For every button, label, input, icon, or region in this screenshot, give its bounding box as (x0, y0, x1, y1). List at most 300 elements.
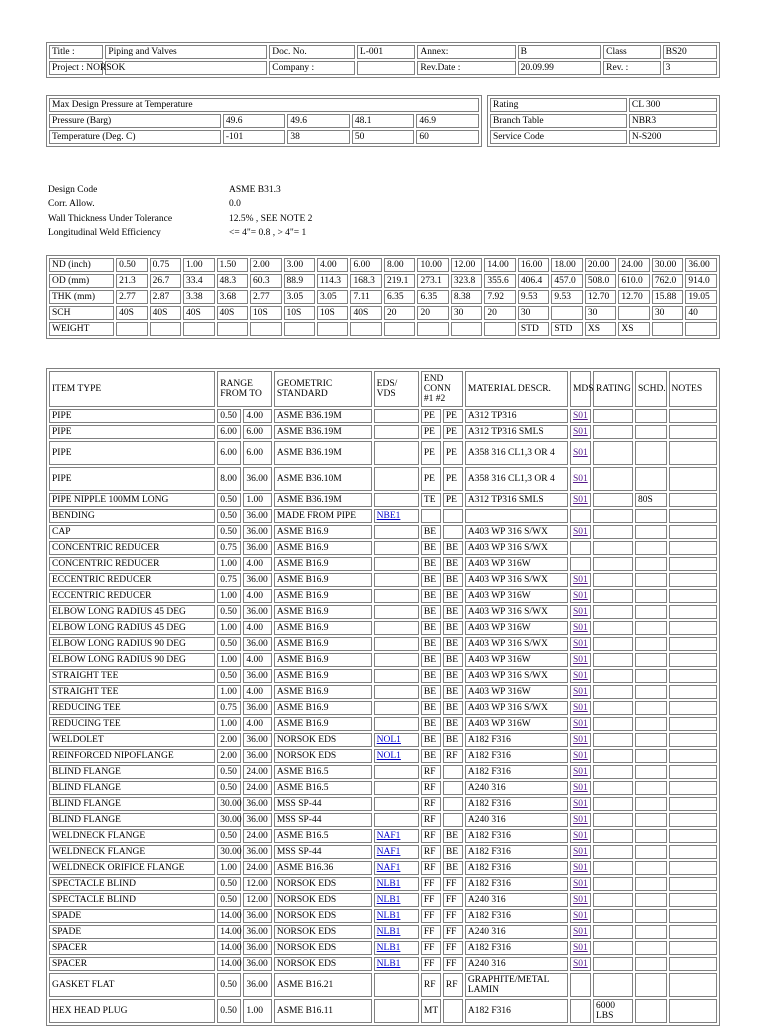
mds-link[interactable]: S01 (572, 494, 588, 505)
mds-link[interactable]: S01 (572, 670, 588, 681)
header-cell (105, 61, 267, 75)
end-conn-1: PE (421, 425, 441, 439)
mds-link[interactable]: S01 (572, 862, 588, 873)
mds-cell (570, 669, 591, 683)
rating (593, 781, 633, 795)
item-type: WELDNECK ORIFICE FLANGE (49, 861, 215, 875)
mds-link[interactable]: S01 (572, 574, 588, 585)
range-from: 0.50 (217, 877, 241, 891)
size-cell (250, 322, 281, 336)
schd (635, 621, 667, 635)
mds-link[interactable]: S01 (572, 447, 588, 458)
table-row (49, 893, 717, 907)
mds-link[interactable]: S01 (572, 606, 588, 617)
size-cell: 12.70 (618, 290, 649, 304)
mds (570, 557, 591, 571)
mds-cell (570, 493, 591, 507)
geometric-standard: ASME B36.19M (274, 493, 372, 507)
notes (669, 621, 717, 635)
range-to: 1.00 (243, 999, 271, 1023)
size-cell: 12.00 (451, 258, 482, 272)
size-cell: XS (585, 322, 616, 336)
notes (669, 781, 717, 795)
mds-link[interactable]: S01 (572, 910, 588, 921)
design-info-value: ASME B31.3 (229, 185, 281, 195)
size-cell (551, 306, 582, 320)
rating-table (487, 95, 720, 147)
rating-cell: Branch Table (490, 114, 627, 128)
range-from: 0.50 (217, 999, 241, 1023)
pressure-row (49, 130, 479, 144)
size-cell: 762.0 (652, 274, 683, 288)
geometric-standard: ASME B16.9 (274, 637, 372, 651)
size-cell (284, 322, 315, 336)
eds-vds-link[interactable]: NOL1 (376, 750, 401, 761)
mds-link[interactable]: S01 (572, 686, 588, 697)
end-conn-1: BE (421, 605, 441, 619)
size-cell: 40S (116, 306, 147, 320)
range-from: 1.00 (217, 557, 241, 571)
schd (635, 733, 667, 747)
schd (635, 637, 667, 651)
range-to: 4.00 (243, 589, 271, 603)
table-row (49, 493, 717, 507)
rating-row (490, 98, 717, 112)
design-info-label: Corr. Allow. (48, 199, 95, 210)
range-to: 36.00 (243, 605, 271, 619)
range-from: 30.00 (217, 845, 241, 859)
schd (635, 797, 667, 811)
pressure-row (49, 114, 479, 128)
table-row (49, 573, 717, 587)
table-row (49, 941, 717, 955)
range-to: 36.00 (243, 509, 271, 523)
mds-link[interactable]: S01 (572, 410, 588, 421)
col-header-eds-vds: EDS/ VDS (374, 371, 419, 407)
end-conn-2: RF (443, 973, 463, 997)
schd (635, 781, 667, 795)
document-header-table (46, 42, 720, 78)
size-row-label: SCH (49, 306, 114, 320)
table-row (49, 925, 717, 939)
range-from: 0.75 (217, 701, 241, 715)
schd (635, 749, 667, 763)
end-conn-2: RF (443, 749, 463, 763)
end-conn-2: PE (443, 409, 463, 423)
geometric-standard: NORSOK EDS (274, 877, 372, 891)
design-info-row (48, 183, 312, 197)
item-type: BLIND FLANGE (49, 813, 215, 827)
end-conn-1: FF (421, 909, 441, 923)
notes (669, 999, 717, 1023)
material: A403 WP 316 S/WX (465, 669, 568, 683)
mds-link[interactable]: S01 (572, 654, 588, 665)
range-from: 6.00 (217, 425, 241, 439)
rating (593, 669, 633, 683)
end-conn-2: FF (443, 877, 463, 891)
end-conn-1: BE (421, 653, 441, 667)
range-to: 4.00 (243, 685, 271, 699)
range-to: 36.00 (243, 733, 271, 747)
end-conn-1: BE (421, 621, 441, 635)
size-cell: 10S (250, 306, 281, 320)
eds-vds-link[interactable]: NLB1 (376, 910, 401, 921)
schd (635, 845, 667, 859)
item-type: SPADE (49, 909, 215, 923)
mds-link[interactable]: S01 (572, 798, 588, 809)
notes (669, 493, 717, 507)
eds-vds (374, 605, 419, 619)
mds-link[interactable]: S01 (572, 526, 588, 537)
size-cell: 355.6 (484, 274, 515, 288)
rating (593, 493, 633, 507)
notes (669, 877, 717, 891)
notes (669, 441, 717, 465)
size-cell: 1.00 (183, 258, 214, 272)
size-cell: 30 (652, 306, 683, 320)
schd (635, 605, 667, 619)
material: A182 F316 (465, 765, 568, 779)
header-row (49, 61, 717, 75)
range-from: 0.75 (217, 541, 241, 555)
size-cell (183, 322, 214, 336)
schd (635, 861, 667, 875)
header-cell: Doc. No. (269, 45, 355, 59)
rating (593, 467, 633, 491)
size-row (49, 306, 717, 320)
end-conn-1: RF (421, 781, 441, 795)
table-row (49, 425, 717, 439)
mds-link[interactable]: S01 (572, 638, 588, 649)
rating (593, 925, 633, 939)
eds-vds (374, 701, 419, 715)
notes (669, 941, 717, 955)
material: A182 F316 (465, 909, 568, 923)
range-from: 0.75 (217, 573, 241, 587)
rating (593, 733, 633, 747)
item-type: ELBOW LONG RADIUS 90 DEG (49, 653, 215, 667)
eds-vds-link[interactable]: NBE1 (376, 510, 401, 521)
item-type: SPACER (49, 957, 215, 971)
rating (593, 573, 633, 587)
size-cell: 18.00 (551, 258, 582, 272)
range-from: 1.00 (217, 621, 241, 635)
eds-vds-link[interactable]: NAF1 (376, 846, 401, 857)
mds-link[interactable]: S01 (572, 846, 588, 857)
table-row (49, 909, 717, 923)
rating (593, 589, 633, 603)
mds-link[interactable]: S01 (572, 473, 588, 484)
mds-link[interactable]: S01 (572, 894, 588, 905)
eds-vds-cell (374, 909, 419, 923)
mds-link[interactable]: S01 (572, 590, 588, 601)
size-cell: 10.00 (417, 258, 448, 272)
mds-cell (570, 781, 591, 795)
eds-vds-cell (374, 733, 419, 747)
eds-vds-link[interactable]: NLB1 (376, 894, 401, 905)
size-cell: 3.38 (183, 290, 214, 304)
mds-link[interactable]: S01 (572, 622, 588, 633)
mds-cell (570, 701, 591, 715)
size-cell (116, 322, 147, 336)
material: A182 F316 (465, 797, 568, 811)
mds-link[interactable]: S01 (572, 702, 588, 713)
material: A182 F316 (465, 861, 568, 875)
material: A182 F316 (465, 749, 568, 763)
table-row (49, 669, 717, 683)
rating (593, 893, 633, 907)
range-from: 0.50 (217, 509, 241, 523)
rating (593, 557, 633, 571)
size-cell: 26.7 (150, 274, 181, 288)
mds-cell (570, 467, 591, 491)
notes (669, 573, 717, 587)
mds-link[interactable]: S01 (572, 718, 588, 729)
mds-link[interactable]: S01 (572, 926, 588, 937)
geometric-standard: ASME B16.9 (274, 605, 372, 619)
size-cell: 6.35 (417, 290, 448, 304)
notes (669, 467, 717, 491)
table-row (49, 541, 717, 555)
end-conn-1: RF (421, 765, 441, 779)
notes (669, 973, 717, 997)
pressure-cell: -101 (223, 130, 286, 144)
size-cell: 6.35 (384, 290, 415, 304)
end-conn-2: BE (443, 605, 463, 619)
size-cell: 40S (150, 306, 181, 320)
eds-vds-link[interactable]: NAF1 (376, 830, 401, 841)
end-conn-2: FF (443, 957, 463, 971)
mds-cell (570, 717, 591, 731)
material: A182 F316 (465, 829, 568, 843)
size-cell: 40S (183, 306, 214, 320)
table-row (49, 509, 717, 523)
material: A403 WP 316 S/WX (465, 701, 568, 715)
eds-vds-link[interactable]: NLB1 (376, 878, 401, 889)
size-cell: 10S (284, 306, 315, 320)
col-header-geometric-standard: GEOMETRIC STANDARD (274, 371, 372, 407)
mds-cell (570, 425, 591, 439)
range-from: 1.00 (217, 589, 241, 603)
size-cell: 12.70 (585, 290, 616, 304)
end-conn-1: BE (421, 573, 441, 587)
mds-cell (570, 941, 591, 955)
material: A403 WP 316W (465, 557, 568, 571)
geometric-standard: NORSOK EDS (274, 925, 372, 939)
schd (635, 409, 667, 423)
size-cell: 19.05 (685, 290, 717, 304)
mds-link[interactable]: S01 (572, 766, 588, 777)
notes (669, 653, 717, 667)
geometric-standard: MSS SP-44 (274, 813, 372, 827)
schd (635, 467, 667, 491)
end-conn-2: PE (443, 467, 463, 491)
item-type: BENDING (49, 509, 215, 523)
rating (593, 441, 633, 465)
range-from: 0.50 (217, 973, 241, 997)
eds-vds-link[interactable]: NLB1 (376, 942, 401, 953)
item-type: BLIND FLANGE (49, 781, 215, 795)
item-type: SPECTACLE BLIND (49, 893, 215, 907)
size-row (49, 274, 717, 288)
material: A403 WP 316 S/WX (465, 605, 568, 619)
end-conn-2: PE (443, 441, 463, 465)
end-conn-2: BE (443, 573, 463, 587)
end-conn-2 (443, 797, 463, 811)
design-info-row (48, 226, 312, 240)
geometric-standard: NORSOK EDS (274, 909, 372, 923)
notes (669, 893, 717, 907)
end-conn-2: FF (443, 941, 463, 955)
geometric-standard: ASME B16.11 (274, 999, 372, 1023)
end-conn-1: RF (421, 861, 441, 875)
material: A182 F316 (465, 845, 568, 859)
size-cell: 457.0 (551, 274, 582, 288)
schd (635, 829, 667, 843)
schd (635, 941, 667, 955)
material: A240 316 (465, 813, 568, 827)
item-type: ELBOW LONG RADIUS 90 DEG (49, 637, 215, 651)
item-type: SPACER (49, 941, 215, 955)
range-to: 6.00 (243, 441, 271, 465)
size-cell: 1.50 (217, 258, 248, 272)
range-to: 4.00 (243, 621, 271, 635)
pressure-cell: Temperature (Deg. C) (49, 130, 221, 144)
eds-vds (374, 781, 419, 795)
mds (570, 973, 591, 997)
mds-link[interactable]: S01 (572, 942, 588, 953)
end-conn-1: PE (421, 409, 441, 423)
size-cell (417, 322, 448, 336)
end-conn-1: PE (421, 441, 441, 465)
mds-cell (570, 685, 591, 699)
table-row (49, 845, 717, 859)
geometric-standard: ASME B36.19M (274, 441, 372, 465)
design-info-value: <= 4"= 0.8 , > 4"= 1 (229, 227, 307, 238)
pressure-cell: 60 (416, 130, 479, 144)
end-conn-2: FF (443, 925, 463, 939)
rating-cell: Service Code (490, 130, 627, 144)
rating (593, 749, 633, 763)
table-row (49, 653, 717, 667)
header-cell: 20.09.99 (518, 61, 602, 75)
table-row (49, 621, 717, 635)
eds-vds (374, 637, 419, 651)
item-type: BLIND FLANGE (49, 797, 215, 811)
schd (635, 813, 667, 827)
eds-vds-link[interactable]: NLB1 (376, 958, 401, 969)
item-type: PIPE NIPPLE 100MM LONG (49, 493, 215, 507)
geometric-standard: ASME B36.19M (274, 409, 372, 423)
header-cell: Rev.Date : (417, 61, 515, 75)
table-row (49, 813, 717, 827)
eds-vds (374, 621, 419, 635)
material: A240 316 (465, 893, 568, 907)
material: A182 F316 (465, 941, 568, 955)
eds-vds-link[interactable]: NOL1 (376, 734, 401, 745)
size-cell: 40S (217, 306, 248, 320)
mds-link[interactable]: S01 (572, 830, 588, 841)
size-cell: 8.00 (384, 258, 415, 272)
design-info-row (48, 212, 312, 226)
material: A182 F316 (465, 733, 568, 747)
table-row (49, 637, 717, 651)
size-row (49, 290, 717, 304)
range-to: 36.00 (243, 637, 271, 651)
mds-link[interactable]: S01 (572, 958, 588, 969)
size-cell: 40S (350, 306, 381, 320)
pipe-size-table (46, 255, 720, 339)
mds-link[interactable]: S01 (572, 426, 588, 437)
range-to: 36.00 (243, 813, 271, 827)
table-row (49, 749, 717, 763)
eds-vds-link[interactable]: NAF1 (376, 862, 401, 873)
size-cell: 33.4 (183, 274, 214, 288)
geometric-standard: NORSOK EDS (274, 941, 372, 955)
mds-cell (570, 765, 591, 779)
material (465, 509, 568, 523)
mds (570, 541, 591, 555)
range-to: 24.00 (243, 781, 271, 795)
mds-link[interactable]: S01 (572, 750, 588, 761)
range-to: 36.00 (243, 573, 271, 587)
item-type: REDUCING TEE (49, 717, 215, 731)
geometric-standard: ASME B16.9 (274, 573, 372, 587)
range-from: 0.50 (217, 409, 241, 423)
mds-link[interactable]: S01 (572, 814, 588, 825)
size-cell (618, 306, 649, 320)
rating (593, 717, 633, 731)
header-cell: B (518, 45, 602, 59)
material: A240 316 (465, 781, 568, 795)
mds-link[interactable]: S01 (572, 878, 588, 889)
mds-cell (570, 733, 591, 747)
schd (635, 765, 667, 779)
header-cell: Title : (49, 45, 103, 59)
range-from: 0.50 (217, 669, 241, 683)
schd (635, 909, 667, 923)
size-row (49, 258, 717, 272)
size-cell: 20 (484, 306, 515, 320)
rating (593, 845, 633, 859)
item-type: CAP (49, 525, 215, 539)
end-conn-2: BE (443, 701, 463, 715)
size-row-label: THK (mm) (49, 290, 114, 304)
eds-vds-link[interactable]: NLB1 (376, 926, 401, 937)
rating (593, 425, 633, 439)
mds-cell (570, 605, 591, 619)
rating-cell: CL 300 (629, 98, 717, 112)
end-conn-1: BE (421, 669, 441, 683)
size-cell: 24.00 (618, 258, 649, 272)
col-header-end-conn: END CONN #1 #2 (421, 371, 463, 407)
col-header-range: RANGE FROM TO (217, 371, 272, 407)
size-cell: 7.11 (350, 290, 381, 304)
end-conn-1: BE (421, 541, 441, 555)
range-to: 6.00 (243, 425, 271, 439)
schd (635, 717, 667, 731)
end-conn-1: BE (421, 525, 441, 539)
notes (669, 589, 717, 603)
mds-link[interactable]: S01 (572, 734, 588, 745)
mds-link[interactable]: S01 (572, 782, 588, 793)
range-from: 2.00 (217, 733, 241, 747)
rating (593, 877, 633, 891)
rating (593, 861, 633, 875)
geometric-standard: ASME B16.9 (274, 525, 372, 539)
end-conn-2 (443, 813, 463, 827)
end-conn-2: PE (443, 425, 463, 439)
